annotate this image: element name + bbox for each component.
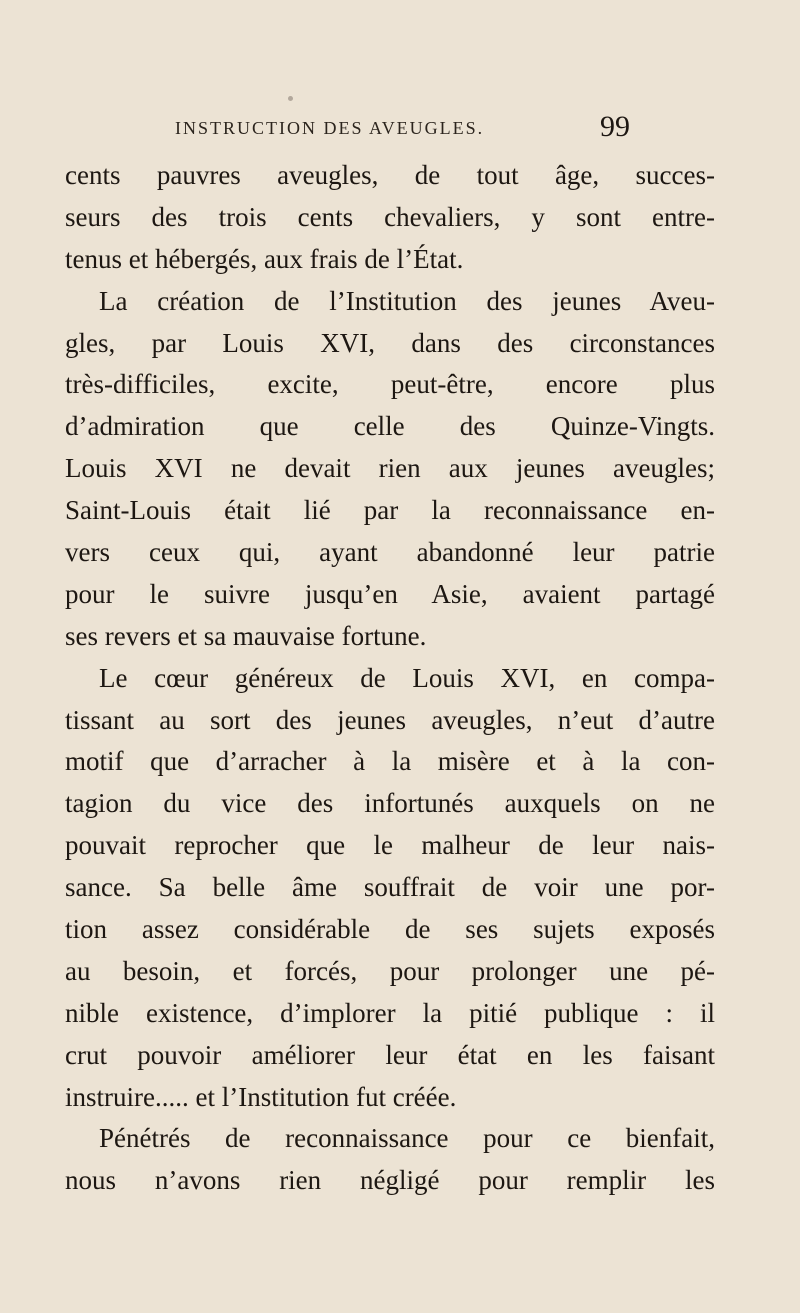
text-line: tissant au sort des jeunes aveugles, n’eut d’autre: [65, 704, 715, 735]
text-line: d’admiration que celle des Quinze-Vingts.: [65, 411, 715, 442]
text-line: au besoin, et forcés, pour prolonger une pé-: [65, 955, 715, 986]
text-line: motif que d’arracher à la misère et à la con-: [65, 746, 715, 777]
text-line: Saint-Louis était lié par la reconnaissance en-: [65, 495, 715, 526]
text-line: ses revers et sa mauvaise fortune.: [65, 620, 427, 651]
text-line: crut pouvoir améliorer leur état en les faisant: [65, 1039, 715, 1070]
text-line: très-difficiles, excite, peut-être, encore plus: [65, 369, 715, 400]
text-line: pour le suivre jusqu’en Asie, avaient partagé: [65, 578, 715, 609]
text-line: nible existence, d’implorer la pitié publique : il: [65, 997, 715, 1028]
text-line: instruire..... et l’Institution fut créée.: [65, 1081, 457, 1112]
text-line: tagion du vice des infortunés auxquels on ne: [65, 788, 715, 819]
text-line: gles, par Louis XVI, dans des circonstances: [65, 327, 715, 358]
text-line: sance. Sa belle âme souffrait de voir une por-: [65, 872, 715, 903]
text-line: Pénétrés de reconnaissance pour ce bienfait,: [99, 1123, 715, 1154]
text-line: nous n’avons rien négligé pour remplir les: [65, 1165, 715, 1196]
text-line: pouvait reprocher que le malheur de leur nais-: [65, 830, 715, 861]
text-line: tion assez considérable de ses sujets exposés: [65, 914, 715, 945]
text-line: cents pauvres aveugles, de tout âge, succes-: [65, 160, 715, 190]
text-line: tenus et hébergés, aux frais de l’État.: [65, 243, 464, 274]
page-header: [175, 112, 630, 152]
text-line: vers ceux qui, ayant abandonné leur patrie: [65, 537, 715, 568]
text-line: Louis XVI ne devait rien aux jeunes aveugles;: [65, 453, 715, 484]
text-line: La création de l’Institution des jeunes Aveu-: [99, 285, 715, 316]
body-text: [65, 155, 715, 1202]
running-title: INSTRUCTION DES AVEUGLES.: [175, 118, 485, 138]
text-line: Le cœur généreux de Louis XVI, en compa-: [99, 662, 715, 693]
text-line: seurs des trois cents chevaliers, y sont entre-: [65, 201, 715, 232]
paper-speck: [288, 96, 293, 101]
page-number: 99: [600, 110, 630, 143]
